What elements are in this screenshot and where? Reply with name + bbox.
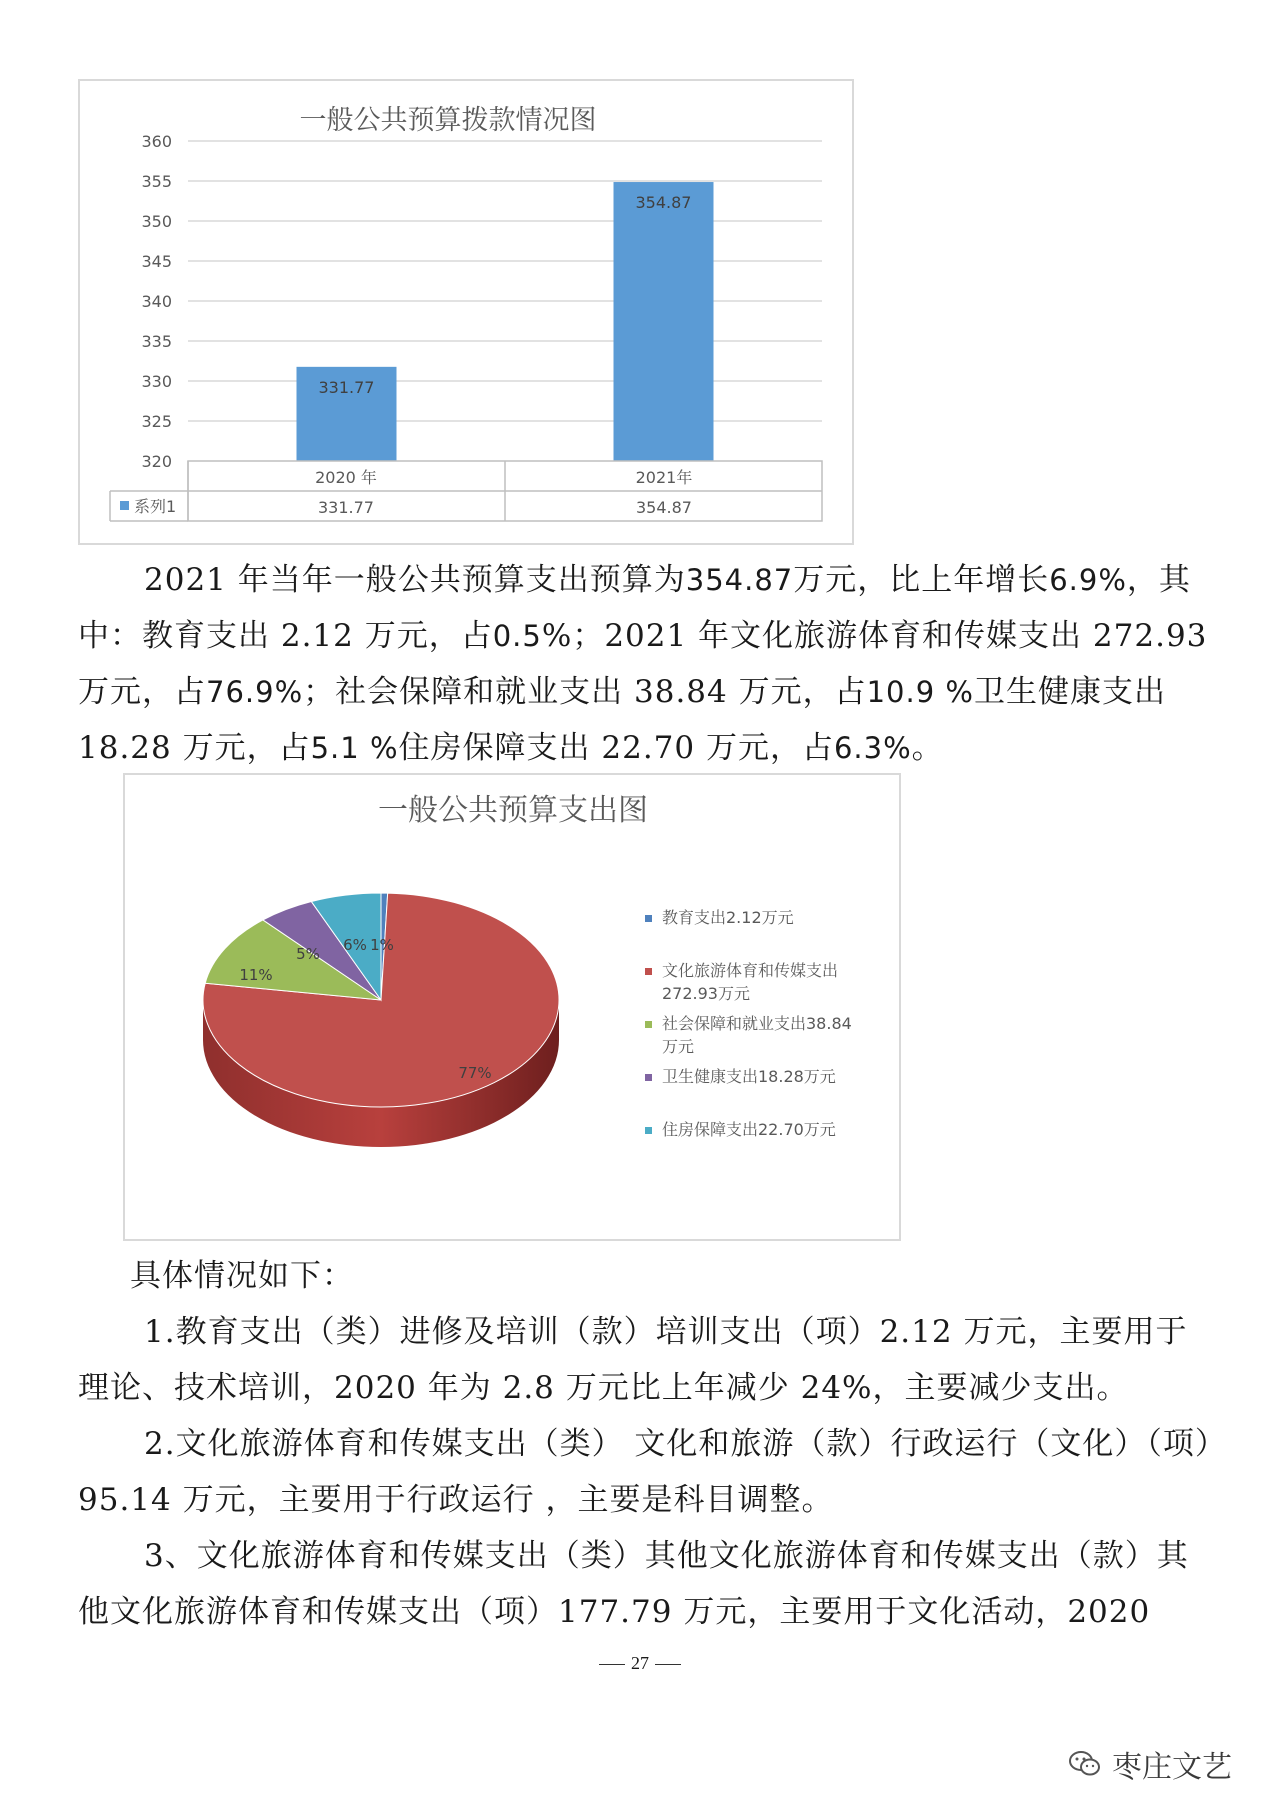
slice-label-culture: 77% — [458, 1064, 492, 1082]
legend-culture-amount: 272.93万元 — [662, 984, 750, 1003]
detail-item-1: 1.教育支出（类）进修及培训（款）培训支出（项）2.12 万元，主要用于理论、技术培训，2020 年为 2.8 万元比上年减少 24%，主要减少支出。 — [78, 1314, 1188, 1406]
y-tick-label: 330 — [141, 372, 172, 391]
legend-label: 系列1 — [134, 497, 177, 516]
bar-chart — [80, 81, 852, 543]
y-tick-label: 320 — [141, 452, 172, 471]
legend-swatch — [120, 501, 129, 510]
category-label: 2021年 — [635, 468, 693, 487]
legend-swatch-edu — [645, 915, 652, 922]
bar-1 — [614, 182, 714, 461]
bar-chart-y-axis — [141, 132, 172, 471]
watermark — [1068, 1742, 1232, 1786]
table-value: 354.87 — [636, 498, 692, 517]
summary-text: ，其中：教育支出 2.12 万元，占 — [78, 562, 1191, 654]
y-tick-label: 355 — [141, 172, 172, 191]
legend-health: 卫生健康支出18.28万元 — [662, 1067, 836, 1086]
detail-item-3: 3、文化旅游体育和传媒支出（类）其他文化旅游体育和传媒支出（款）其他文化旅游体育和传媒支出（项）177.79 万元，主要用于文化活动，2020 — [78, 1538, 1189, 1630]
wechat-icon — [1068, 1749, 1102, 1779]
summary-text: 住房保障支出 22.70 万元，占 — [398, 730, 834, 766]
pie-chart — [125, 775, 899, 1239]
summary-text: 卫生健康支出 18.28 万元，占 — [78, 674, 1166, 766]
culture-share: 76.9% — [206, 675, 304, 709]
bar-data-label: 354.87 — [635, 193, 692, 213]
summary-text: %；2021 年文化旅游体育和传媒支出 272.93 万元，占 — [78, 618, 1208, 710]
watermark-text: 枣庄文艺 — [1112, 1750, 1232, 1785]
growth-value: 6.9% — [1049, 563, 1127, 597]
budget-summary-paragraph — [78, 552, 1213, 776]
y-tick-label: 335 — [141, 332, 172, 351]
bar-chart-bars — [297, 182, 714, 461]
bar-data-label: 331.77 — [318, 377, 375, 397]
y-tick-label: 345 — [141, 252, 172, 271]
legend-swatch-housing — [645, 1127, 652, 1134]
legend-social-unit: 万元 — [662, 1037, 695, 1056]
summary-text: 。 — [911, 730, 944, 766]
category-label: 2020 年 — [315, 468, 377, 487]
legend-swatch-social — [645, 1021, 652, 1028]
bar-chart-title: 一般公共预算拨款情况图 — [299, 105, 597, 136]
housing-share: 6.3% — [833, 731, 912, 765]
page-number: 27 — [0, 1653, 1280, 1674]
detail-section — [78, 1248, 1213, 1640]
summary-text: 2021 年当年一般公共预算支出预算为 — [144, 562, 686, 598]
slice-label-health: 5% — [296, 945, 320, 963]
social-share: 10.9 % — [866, 675, 974, 709]
legend-social: 社会保障和就业支出38.84 — [662, 1014, 852, 1033]
pie-slices — [203, 893, 559, 1107]
pie-chart-title: 一般公共预算支出图 — [378, 793, 648, 828]
y-tick-label: 350 — [141, 212, 172, 231]
health-share: 5.1 % — [310, 731, 399, 765]
pie-chart-container — [123, 773, 901, 1241]
bar-chart-data-table — [110, 461, 822, 521]
legend-swatch-health — [645, 1074, 652, 1081]
table-value: 331.77 — [318, 498, 374, 517]
bar-chart-gridlines — [188, 141, 822, 421]
pie-legend — [645, 908, 852, 1139]
slice-label-edu: 1% — [370, 936, 394, 954]
legend-edu: 教育支出2.12万元 — [662, 908, 794, 927]
detail-heading: 具体情况如下： — [130, 1258, 354, 1294]
y-tick-label: 340 — [141, 292, 172, 311]
summary-text: ；社会保障和就业支出 38.84 万元，占 — [303, 674, 867, 710]
summary-text: 万元，比上年增长 — [793, 562, 1050, 598]
slice-label-housing: 6% — [343, 936, 367, 954]
legend-culture: 文化旅游体育和传媒支出 — [662, 961, 839, 980]
total-value: 354.87 — [685, 563, 794, 597]
slice-label-social: 11% — [239, 966, 273, 984]
bar-chart-container — [78, 79, 854, 545]
y-tick-label: 360 — [141, 132, 172, 151]
detail-item-2: 2.文化旅游体育和传媒支出（类） 文化和旅游（款）行政运行（文化）（项）95.14 万元，主要用于行政运行 ，主要是科目调整。 — [78, 1426, 1212, 1518]
legend-housing: 住房保障支出22.70万元 — [662, 1120, 836, 1139]
edu-share: 0.5 — [492, 619, 542, 653]
legend-swatch-culture — [645, 968, 652, 975]
y-tick-label: 325 — [141, 412, 172, 431]
